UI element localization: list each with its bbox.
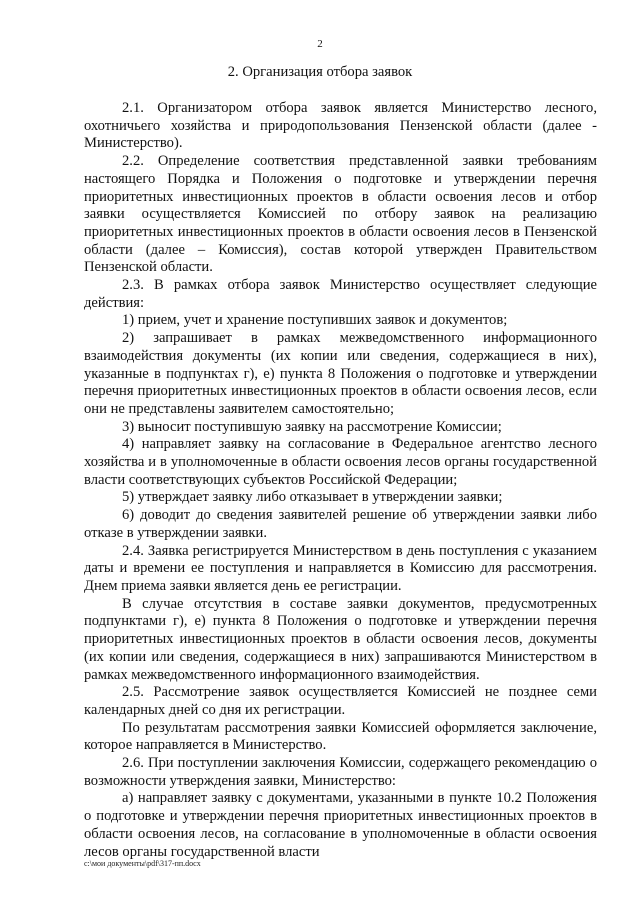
list-item-6: 6) доводит до сведения заявителей решение об утверждении заявки либо отказе в утверждении заявки.: [84, 507, 597, 541]
list-item-3: 3) выносит поступившую заявку на рассмотрение Комиссии;: [122, 418, 502, 435]
paragraph-conclusion: По результатам рассмотрения заявки Комиссией оформляется заключение, которое направляется в Министерство.: [84, 719, 597, 754]
paragraph-2-6-a: а) направляет заявку с документами, указанными в пункте 10.2 Положения о подготовке и утверждении перечня приоритетных инвестиционных проектов в области освоения лесов, на согласование в уполномоченные в области освоения лесов органы государственной власти: [84, 790, 597, 860]
paragraph-2-4: 2.4. Заявка регистрируется Министерством в день поступления с указанием даты и времени ее поступления и направляется в Комиссию для рассмотрения. Днем приема заявки является день ее регистрации.: [84, 542, 597, 594]
section-heading: 2. Организация отбора заявок: [227, 64, 413, 80]
list-item-4: 4) направляет заявку на согласование в Федеральное агентство лесного хозяйства и в уполномоченные в области освоения лесов органы государственной власти соответствующих субъектов Российской Федерации;: [84, 436, 597, 488]
paragraph-2-2: 2.2. Определение соответствия представленной заявки требованиям настоящего Порядка и Положения о подготовке и утверждении перечня приоритетных инвестиционных проектов в области освоения лесов и отбор заявки осуществляется Комиссией по отбору заявок на реализацию приоритетных инвестиционных проектов в области освоения лесов в Пензенской области (далее – Комиссия), состав которой утвержден Правительством Пензенской области.: [84, 153, 597, 276]
page-number: 2: [317, 38, 323, 50]
paragraph-missing-docs: В случае отсутствия в составе заявки документов, предусмотренных подпунктами г), е) пункта 8 Положения о подготовке и утверждении перечня приоритетных инвестиционных проектов в области освоения лесов, документы (их копии или сведения, содержащиеся в них) запрашиваются Министерством в рамках межведомственного информационного взаимодействия.: [84, 595, 597, 683]
list-item-2: 2) запрашивает в рамках межведомственного информационного взаимодействия документы (их копии или сведения, содержащиеся в них), указанные в подпунктах г), е) пункта 8 Положения о подготовке и утверждении перечня приоритетных инвестиционных проектов в области освоения лесов, если они не представлены заявителем самостоятельно;: [84, 330, 597, 417]
list-item-1: 1) прием, учет и хранение поступивших заявок и документов;: [122, 312, 508, 329]
footer-file-path: c:\мои документы\pdf\317-пп.docx: [84, 859, 201, 868]
document-body: [84, 100, 597, 861]
paragraph-2-5: 2.5. Рассмотрение заявок осуществляется Комиссией не позднее семи календарных дней со дня их регистрации.: [84, 684, 597, 718]
paragraph-2-6: 2.6. При поступлении заключения Комиссии, содержащего рекомендацию о возможности утверждения заявки, Министерство:: [84, 755, 597, 789]
list-item-5: 5) утверждает заявку либо отказывает в утверждении заявки;: [122, 489, 503, 506]
paragraph-2-1: 2.1. Организатором отбора заявок является Министерство лесного, охотничьего хозяйства и природопользования Пензенской области (далее - Министерство).: [84, 100, 597, 152]
paragraph-2-3: 2.3. В рамках отбора заявок Министерство осуществляет следующие действия:: [84, 277, 597, 311]
